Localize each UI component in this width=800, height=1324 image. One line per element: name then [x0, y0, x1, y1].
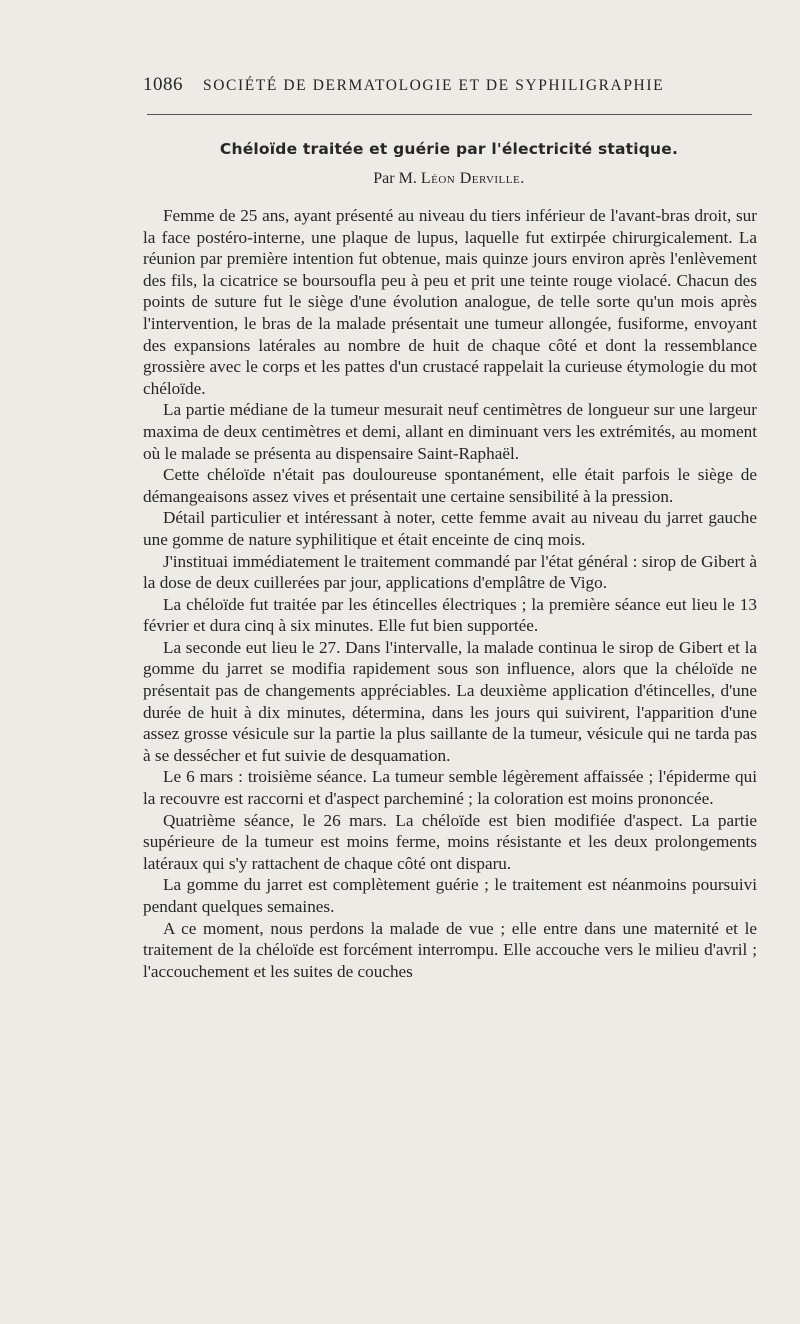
- author-prefix: Par M.: [373, 170, 417, 187]
- header-rule: [147, 114, 752, 115]
- article-title: Chéloïde traitée et guérie par l'électricité statique.: [219, 140, 679, 158]
- paragraph: Femme de 25 ans, ayant présenté au niveau du tiers inférieur de l'avant-bras droit, sur la face postéro-interne, une plaque de lupus, laquelle fut extirpée chirurgicalement. La réunion par première intention fut obtenue, mais quinze jours environ après l'enlèvement des fils, la cicatrice se boursoufla peu à peu et prit une teinte rouge violacé. Chacun des points de suture fut le siège d'une évolution analogue, de telle sorte qu'un mois après l'intervention, le bras de la malade présentait une tumeur allongée, fusiforme, envoyant des expansions latérales au nombre de huit de chaque côté et dont la ressemblance grossière avec le corps et les pattes d'un crustacé rappelait la curieuse étymologie du mot chéloïde.: [143, 206, 757, 398]
- paragraph: Quatrième séance, le 26 mars. La chéloïde est bien modifiée d'aspect. La partie supérieure de la tumeur est moins ferme, moins résistante et les deux prolongements latéraux qui s'y rattachent de chaque côté ont disparu.: [143, 810, 757, 873]
- running-title: SOCIÉTÉ DE DERMATOLOGIE ET DE SYPHILIGRAPHIE: [203, 77, 665, 94]
- paragraph: Détail particulier et intéressant à noter, cette femme avait au niveau du jarret gauche une gomme de nature syphilitique et était enceinte de cinq mois.: [143, 508, 757, 549]
- page-number: 1086: [143, 74, 183, 95]
- paragraph: La partie médiane de la tumeur mesurait neuf centimètres de longueur sur une largeur maxima de deux centimètres et demi, allant en diminuant vers les extrémités, au moment où le malade se présenta au dispensaire Saint-Raphaël.: [143, 400, 757, 463]
- article-body: [143, 205, 757, 982]
- paragraph: J'instituai immédiatement le traitement commandé par l'état général : sirop de Gibert à la dose de deux cuillerées par jour, applications d'emplâtre de Vigo.: [143, 551, 757, 593]
- paragraph: La gomme du jarret est complètement guérie ; le traitement est néanmoins poursuivi pendant quelques semaines.: [143, 875, 757, 916]
- paragraph: Le 6 mars : troisième séance. La tumeur semble légèrement affaissée ; l'épiderme qui la recouvre est raccorni et d'aspect parcheminé ; la coloration est moins prononcée.: [143, 767, 757, 809]
- paragraph: A ce moment, nous perdons la malade de vue ; elle entre dans une maternité et le traitement de la chéloïde est forcément interrompu. Elle accouche vers le milieu d'avril ; l'accouchement et les suites de couches: [143, 918, 757, 981]
- author-name: Léon Derville.: [420, 170, 525, 187]
- paragraph: La chéloïde fut traitée par les étincelles électriques ; la première séance eut lieu le 13 février et dura cinq à six minutes. Elle fut bien supportée.: [143, 594, 757, 636]
- article-author: [143, 170, 755, 188]
- paragraph: La seconde eut lieu le 27. Dans l'intervalle, la malade continua le sirop de Gibert et la gomme du jarret se modifia rapidement sous son influence, alors que la chéloïde ne présentait pas de changements appréciables. La deuxième application d'étincelles, d'une durée de huit à dix minutes, détermina, dans les jours qui suivirent, l'apparition d'une assez grosse vésicule sur la partie la plus saillante de la tumeur, vésicule qui ne tarda pas à se dessécher et fut suivie de desquamation.: [143, 637, 757, 765]
- paragraph: Cette chéloïde n'était pas douloureuse spontanément, elle était parfois le siège de démangeaisons assez vives et présentait une certaine sensibilité à la pression.: [143, 465, 757, 506]
- page-header: [143, 74, 755, 104]
